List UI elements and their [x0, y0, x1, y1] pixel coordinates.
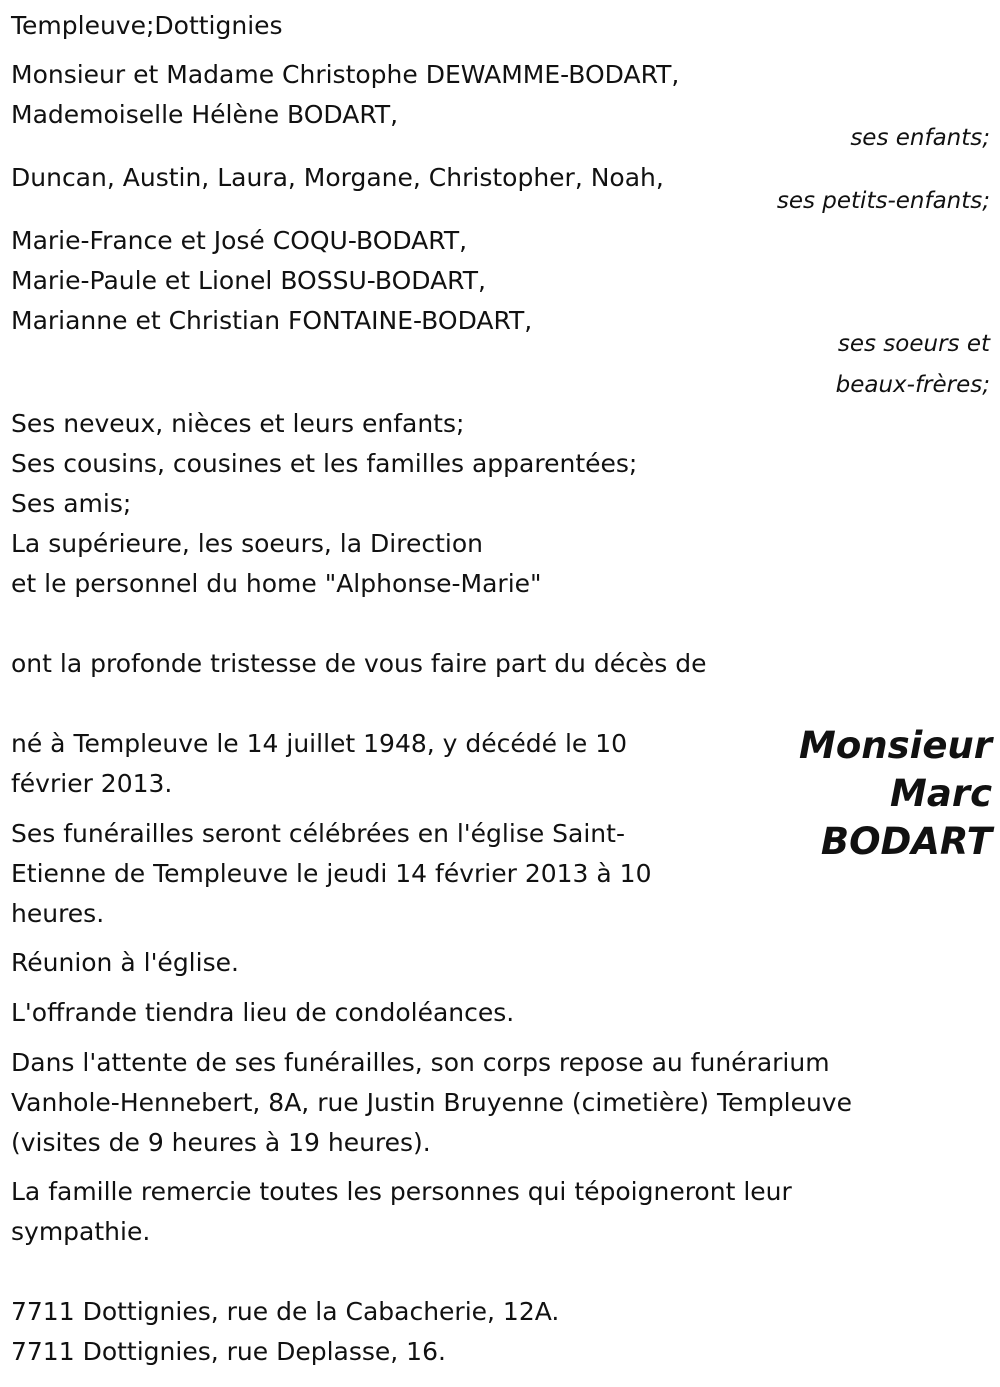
address-line-2: 7711 Dottignies, rue Deplasse, 16. [11, 1337, 446, 1366]
funeral-line-3: heures. [11, 899, 105, 928]
grandchildren-line: Duncan, Austin, Laura, Morgane, Christopher, Noah, [11, 163, 664, 192]
deceased-name-line-3: BODART [820, 820, 992, 863]
children-line-1: Monsieur et Madame Christophe DEWAMME-BODART, [11, 60, 680, 89]
header-locations: Templeuve;Dottignies [11, 11, 283, 40]
funeral-line-1: Ses funérailles seront célébrées en l'église Saint- [11, 819, 625, 848]
offering-text: L'offrande tiendra lieu de condoléances. [11, 998, 515, 1027]
birth-death-line-1: né à Templeuve le 14 juillet 1948, y décédé le 10 [11, 729, 628, 758]
rest-line-3: (visites de 9 heures à 19 heures). [11, 1128, 431, 1157]
birth-death-line-2: février 2013. [11, 769, 173, 798]
siblings-role-line-2: beaux-frères; [835, 372, 990, 398]
others-line-3: Ses amis; [11, 489, 132, 518]
children-role: ses enfants; [850, 125, 990, 151]
deceased-name-line-2: Marc [890, 772, 992, 815]
rest-line-2: Vanhole-Hennebert, 8A, rue Justin Bruyenne (cimetière) Templeuve [11, 1088, 852, 1117]
sibling-line-1: Marie-France et José COQU-BODART, [11, 226, 468, 255]
grandchildren-role: ses petits-enfants; [776, 188, 990, 214]
address-line-1: 7711 Dottignies, rue de la Cabacherie, 12A. [11, 1297, 560, 1326]
rest-line-1: Dans l'attente de ses funérailles, son corps repose au funérarium [11, 1048, 830, 1077]
thanks-line-2: sympathie. [11, 1217, 151, 1246]
sibling-line-3: Marianne et Christian FONTAINE-BODART, [11, 306, 533, 335]
deceased-name-line-1: Monsieur [799, 724, 992, 767]
others-line-5: et le personnel du home "Alphonse-Marie" [11, 569, 542, 598]
others-line-1: Ses neveux, nièces et leurs enfants; [11, 409, 465, 438]
thanks-line-1: La famille remercie toutes les personnes qui tépoigneront leur [11, 1177, 792, 1206]
funeral-line-2: Etienne de Templeuve le jeudi 14 février 2013 à 10 [11, 859, 652, 888]
children-line-2: Mademoiselle Hélène BODART, [11, 100, 399, 129]
others-line-4: La supérieure, les soeurs, la Direction [11, 529, 483, 558]
sibling-line-2: Marie-Paule et Lionel BOSSU-BODART, [11, 266, 486, 295]
siblings-role-line-1: ses soeurs et [837, 331, 990, 357]
others-line-2: Ses cousins, cousines et les familles apparentées; [11, 449, 638, 478]
meeting-text: Réunion à l'église. [11, 948, 239, 977]
announcement-text: ont la profonde tristesse de vous faire part du décès de [11, 649, 707, 678]
